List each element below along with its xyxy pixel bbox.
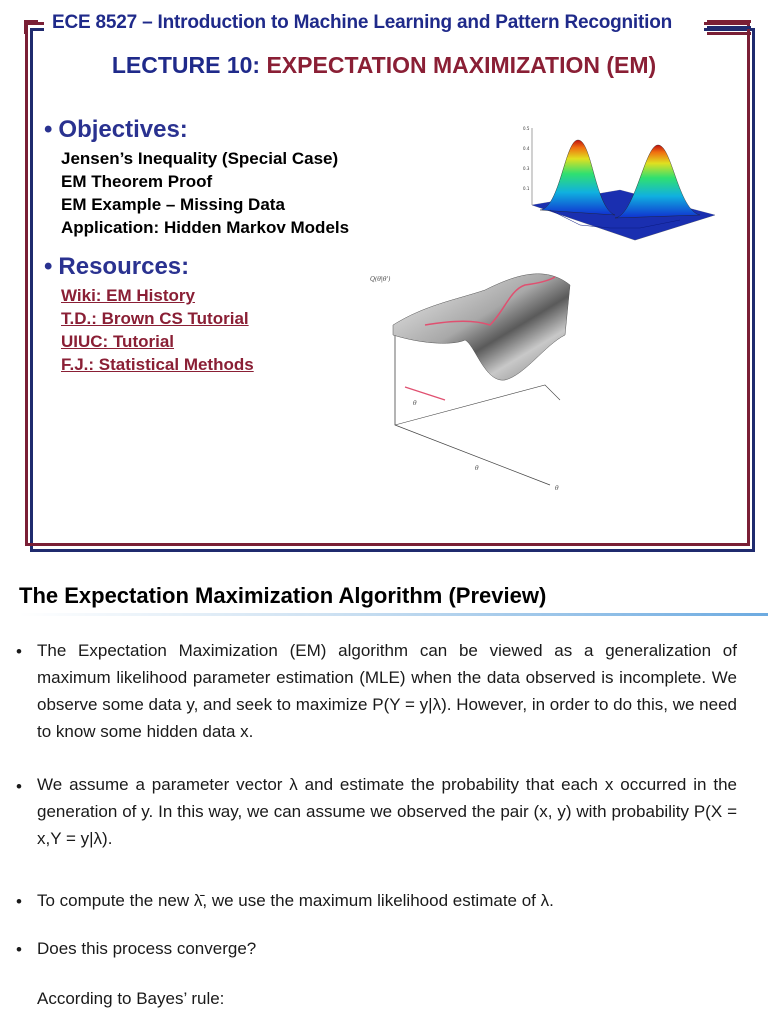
corner-decoration — [707, 26, 751, 29]
bullet-icon: • — [44, 253, 53, 280]
lecture-number: LECTURE 10: — [111, 52, 267, 78]
title-underline — [19, 613, 768, 616]
slide2-title: The Expectation Maximization Algorithm (Preview) — [19, 583, 547, 608]
list-item: Jensen’s Inequality (Special Case) — [61, 149, 339, 168]
course-title: ECE 8527 – Introduction to Machine Learning and Pattern Recognition — [52, 12, 673, 33]
bullet-icon: • — [44, 116, 53, 143]
paragraph-convergence: Does this process converge? — [37, 939, 257, 958]
bullet-icon: • — [16, 777, 22, 796]
resource-link-wiki[interactable]: Wiki: EM History — [61, 286, 195, 305]
list-item: EM Theorem Proof — [61, 172, 213, 191]
objectives-heading: • Objectives: — [44, 116, 188, 143]
svg-text:0.3: 0.3 — [523, 166, 530, 171]
list-item: Application: Hidden Markov Models — [61, 218, 350, 237]
bimodal-surface-plot — [520, 110, 720, 260]
resources-heading: • Resources: — [44, 253, 190, 280]
bullet-icon: • — [16, 642, 22, 661]
svg-text:0.1: 0.1 — [523, 186, 530, 191]
resources-list — [61, 284, 254, 376]
bullet-icon: • — [16, 940, 22, 959]
objectives-list — [61, 147, 349, 239]
corner-decoration — [24, 20, 27, 34]
paragraph-bayes-rule: According to Bayes’ rule: — [37, 989, 225, 1008]
bullet-icon: • — [16, 892, 22, 911]
paragraph-parameter-vector: We assume a parameter vector λ and estimate the probability that each x occurred in the generation of y. In this way, we can assume we observed the pair (x, y) with probability P(X = x,Y = y|λ). — [37, 775, 737, 848]
svg-text:0.4: 0.4 — [523, 146, 530, 151]
resource-link-brown[interactable]: T.D.: Brown CS Tutorial — [61, 309, 249, 328]
paragraph-em-intro: The Expectation Maximization (EM) algorithm can be viewed as a generalization of maximum likelihood parameter estimation (MLE) when the data observed is incomplete. We observe some data y, and seek to maximize P(Y = y|λ). However, in order to do this, we need to know some hidden data x. — [37, 641, 737, 741]
resource-link-uiuc[interactable]: UIUC: Tutorial — [61, 332, 175, 351]
list-item: EM Example – Missing Data — [61, 195, 285, 214]
svg-text:θ: θ — [475, 465, 479, 472]
lecture-topic: EXPECTATION MAXIMIZATION (EM) — [266, 52, 657, 78]
corner-decoration — [707, 20, 751, 23]
paragraph-compute-lambda: To compute the new λ̄, we use the maximum likelihood estimate of λ. — [37, 891, 554, 910]
resource-link-statistical[interactable]: F.J.: Statistical Methods — [61, 355, 254, 374]
svg-text:θ: θ — [413, 400, 417, 407]
svg-text:Q(θ|θ'): Q(θ|θ') — [370, 276, 391, 283]
lecture-title — [0, 52, 768, 79]
corner-decoration — [707, 32, 751, 35]
svg-text:θ: θ — [555, 485, 559, 492]
em-surface-plot — [365, 265, 575, 495]
svg-text:0.5: 0.5 — [523, 126, 530, 131]
